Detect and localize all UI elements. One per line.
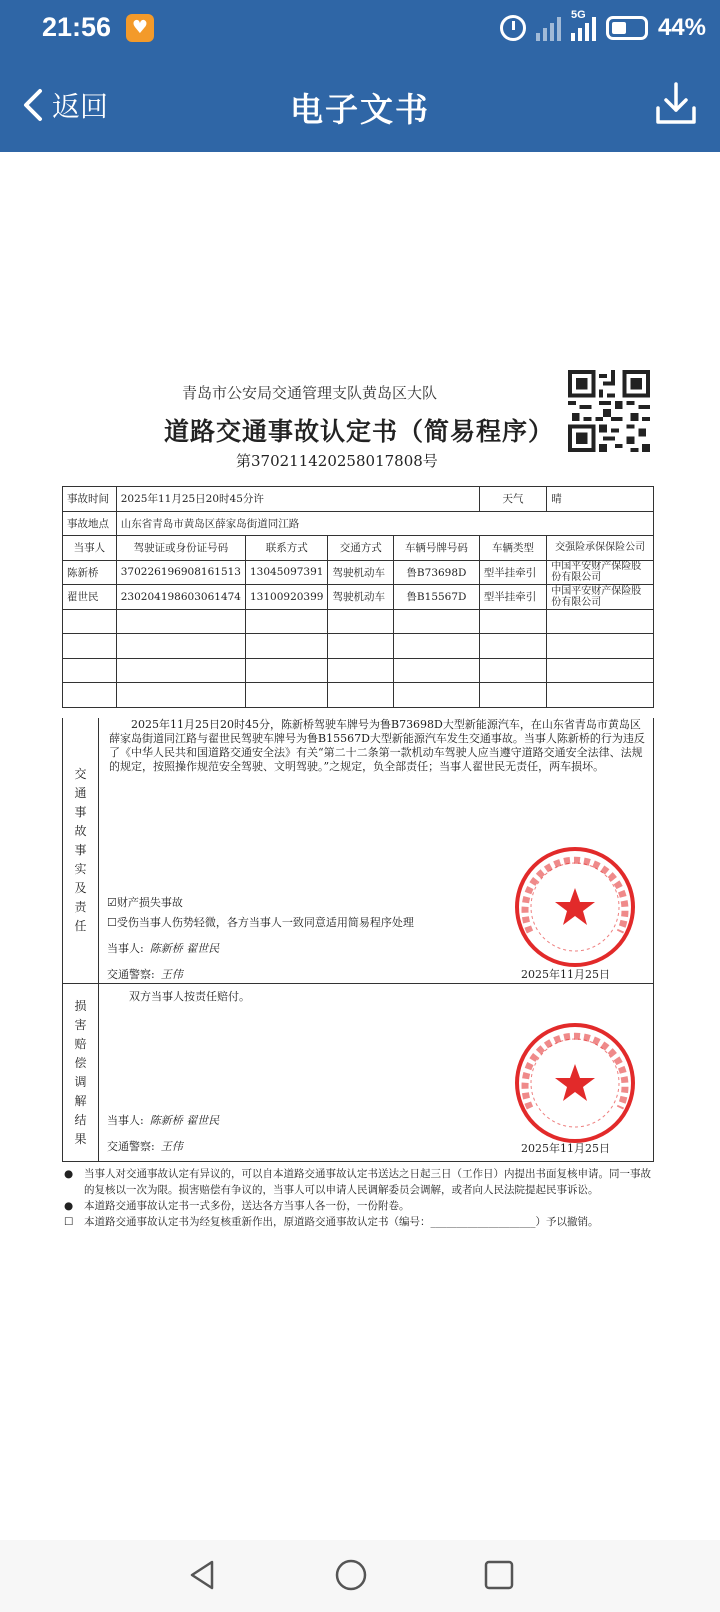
party-phone: 13045097391 — [245, 560, 328, 585]
home-circle-icon[interactable] — [334, 1558, 368, 1592]
party-insurer: 中国平安财产保险股份有限公司 — [547, 585, 654, 610]
issuing-unit: 青岛市公安局交通管理支队黄岛区大队 — [182, 384, 438, 402]
table-header-row — [63, 536, 654, 561]
place-value: 山东省青岛市黄岛区薛家岛街道同江路 — [116, 511, 653, 536]
col-header: 车辆类型 — [479, 536, 546, 561]
empty-row — [63, 658, 654, 683]
facts-text: 2025年11月25日20时45分，陈新桥驾驶车牌号为鲁B73698D大型新能源汽车，在山东省青岛市黄岛区薛家岛街道同江路与翟世民驾驶车牌号为鲁B15567D大型新能源汽车发生交通事故。当事人陈新桥的行为违反了《中华人民共和国道路交通安全法》有关“第二十二条第一款机动车驾驶人应当遵守道路交通安全法律、法规的规定，按照操作规范安全驾驶、文明驾驶。”之规定，负全部责任；当事人翟世民无责任，两车损坏。 — [109, 718, 645, 773]
party-plate: 鲁B73698D — [394, 560, 480, 585]
system-nav-bar — [0, 1540, 720, 1612]
facts-date: 2025年11月25日 — [521, 968, 610, 981]
official-seal-icon — [512, 844, 638, 970]
party-vehicle-type: 型半挂牵引 — [479, 585, 546, 610]
facts-side-label: 交 通 事 故 事 实 及 责 任 — [63, 718, 99, 983]
document-number: 第370211420258017808号 — [236, 452, 438, 470]
empty-row — [63, 634, 654, 659]
party-signature-row: 当事人: 陈新桥 翟世民 — [107, 942, 220, 955]
document-title: 道路交通事故认定书（简易程序） — [164, 417, 555, 446]
battery-icon — [606, 16, 648, 40]
party-vehicle-type: 型半挂牵引 — [479, 560, 546, 585]
table-row — [63, 487, 654, 512]
col-header: 当事人 — [63, 536, 117, 561]
police-signature-row: 交通警察: 王伟 — [107, 968, 183, 981]
notification-heart-icon: ♥ — [126, 14, 154, 42]
accident-document — [62, 370, 662, 1300]
party-name: 翟世民 — [63, 585, 117, 610]
police-signature-row: 交通警察: 王伟 — [107, 1140, 183, 1153]
minor-injury-checkbox: ☐受伤当事人伤势轻微，各方当事人一致同意适用简易程序处理 — [107, 916, 414, 929]
back-triangle-icon[interactable] — [186, 1558, 220, 1592]
compensation-text: 双方当事人按责任赔付。 — [129, 990, 250, 1003]
notes-list — [62, 1166, 658, 1230]
table-row — [63, 511, 654, 536]
party-id: 230204198603061474 — [116, 585, 245, 610]
empty-row — [63, 609, 654, 634]
official-seal-icon — [512, 1020, 638, 1146]
list-item: ● 本道路交通事故认定书一式多份，送达各方当事人各一份，一份附卷。 — [64, 1200, 410, 1212]
weather-value: 晴 — [547, 487, 654, 512]
recents-square-icon[interactable] — [482, 1558, 516, 1592]
party-id: 370226196908161513 — [116, 560, 245, 585]
time-label: 事故时间 — [63, 487, 117, 512]
party-phone: 13100920399 — [245, 585, 328, 610]
col-header: 交强险承保保险公司 — [547, 536, 654, 561]
place-label: 事故地点 — [63, 511, 117, 536]
party-plate: 鲁B15567D — [394, 585, 480, 610]
col-header: 交通方式 — [328, 536, 394, 561]
qr-code-icon — [568, 370, 650, 452]
alarm-icon — [500, 15, 526, 41]
time-value: 2025年11月25日20时45分许 — [116, 487, 479, 512]
wifi-signal-icon — [536, 15, 561, 41]
table-row — [63, 560, 654, 585]
weather-label: 天气 — [479, 487, 546, 512]
list-item: ☐ 本道路交通事故认定书为经复核重新作出，原道路交通事故认定书（编号：____________________）予以撤销。 — [64, 1216, 599, 1228]
police-signature: 王伟 — [160, 1140, 183, 1153]
party-signatures: 陈新桥 翟世民 — [149, 942, 220, 955]
info-table — [62, 486, 654, 708]
page-title: 电子文书 — [290, 90, 430, 129]
status-bar — [0, 0, 720, 58]
status-icons — [500, 9, 706, 44]
police-signature: 王伟 — [160, 968, 183, 981]
compensation-date: 2025年11月25日 — [521, 1142, 610, 1155]
cellular-signal-icon — [570, 9, 596, 41]
compensation-side-label: 损 害 赔 偿 调 解 结 果 — [63, 984, 99, 1161]
col-header: 联系方式 — [245, 536, 328, 561]
property-loss-checkbox: ☑财产损失事故 — [107, 896, 183, 909]
nav-bar — [0, 58, 720, 152]
party-name: 陈新桥 — [63, 560, 117, 585]
party-signatures: 陈新桥 翟世民 — [149, 1114, 220, 1127]
col-header: 驾驶证或身份证号码 — [116, 536, 245, 561]
clock: 21:56 — [42, 12, 112, 42]
app-header — [0, 0, 720, 152]
network-type: 5G — [570, 9, 586, 21]
back-label: 返回 — [52, 90, 109, 123]
empty-row — [63, 683, 654, 708]
party-signature-row: 当事人: 陈新桥 翟世民 — [107, 1114, 220, 1127]
download-icon[interactable] — [654, 80, 698, 128]
party-mode: 驾驶机动车 — [328, 560, 394, 585]
col-header: 车辆号牌号码 — [394, 536, 480, 561]
table-row — [63, 585, 654, 610]
list-item: ● 当事人对交通事故认定有异议的，可以自本道路交通事故认定书送达之日起三日（工作日）内提出书面复核申请。同一事故的复核以一次为限。损害赔偿有争议的，当事人可以申请人民调解委员会调解，或者向人民法院提起民事诉讼。 — [64, 1168, 651, 1196]
battery-percent: 44% — [657, 14, 706, 41]
party-insurer: 中国平安财产保险股份有限公司 — [547, 560, 654, 585]
party-mode: 驾驶机动车 — [328, 585, 394, 610]
